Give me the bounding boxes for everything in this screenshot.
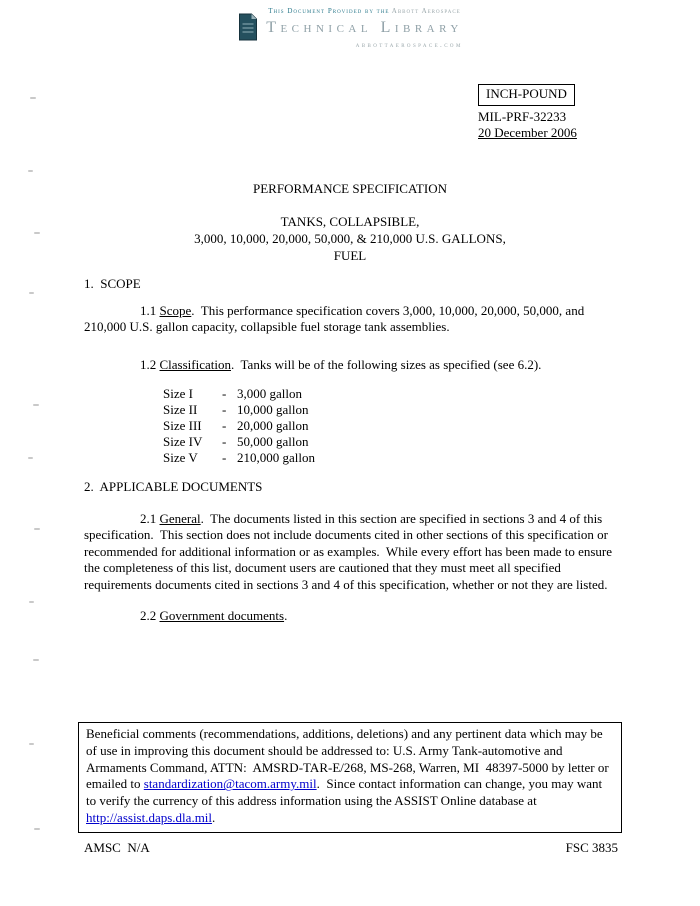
size-value: 20,000 gallon [237,418,309,433]
scan-artifact [30,97,36,99]
size-value: 10,000 gallon [237,402,309,417]
size-value: 50,000 gallon [237,434,309,449]
para-2-1-text: . The documents listed in this section are specified in sections 3 and 4 of this specification. This section does not include documents cited in other sections of this specification or recommended for additional information or as examples. While every effort has been made to ensure the completeness of this list, document users are cautioned that they must meet all specified requirements documents cited in sections 3 and 4 of this specification, whether or not they are listed. [84,510,616,592]
scan-artifact [29,743,34,745]
spec-title-line2: TANKS, COLLAPSIBLE, [280,214,420,229]
size-label: Size IV [163,434,203,449]
scan-artifact [28,170,33,172]
size-dash: - [222,418,227,433]
spec-title-line3: 3,000, 10,000, 20,000, 50,000, & 210,000 U.S. GALLONS, [194,231,506,246]
banner-provided-text: This Document Provided by the [268,7,392,15]
spec-title-block [0,180,700,264]
para-2-2-num: 2.2 [140,608,160,623]
para-2-1-num: 2.1 [140,510,160,526]
size-dash: - [222,434,227,449]
scan-artifact [28,457,33,459]
para-2-2-period: . [284,608,288,623]
footer-amsc: AMSC N/A [84,840,150,855]
para-2-2 [84,608,618,625]
section-2-heading: 2. APPLICABLE DOCUMENTS [84,479,263,494]
email-link[interactable]: standardization@tacom.army.mil [143,776,317,792]
size-row [163,418,618,434]
size-dash: - [222,386,227,401]
doc-id-block [478,84,577,142]
spec-title-line4: FUEL [333,248,367,263]
library-banner [0,3,700,54]
comment-text-3: . [212,809,216,825]
para-2-1 [84,511,618,594]
size-dash: - [222,402,227,417]
footer-fsc: FSC 3835 [565,840,618,855]
banner-brand-text: Abbott Aerospace [391,7,461,15]
para-1-2-num: 1.2 [140,356,160,372]
comment-text-1: Beneficial comments (recommendations, additions, deletions) and any pertinent data which may be of use in improving this document should be addressed to: U.S. Army Tank-automotive and Armaments Command, ATTN: AMSRD-TAR-E/268, MS-268, Warren, MI 48397-5000 by letter or emailed to [86,726,612,792]
section-1-heading: 1. SCOPE [84,276,141,291]
size-label: Size III [163,418,202,433]
size-row [163,402,618,418]
document-number: MIL-PRF-32233 [478,108,567,124]
document-body [84,276,618,625]
comment-text-2: . Since contact information can change, you may want to verify the currency of this address information using the ASSIST Online database at [86,776,606,809]
scan-artifact [34,528,40,530]
size-value: 3,000 gallon [237,386,302,401]
document-date: 20 December 2006 [478,125,577,140]
para-1-2 [84,357,618,374]
size-row [163,450,618,466]
size-label: Size V [163,450,198,465]
size-classification-list [163,386,618,466]
banner-website: abbottaerospace.com [355,41,463,49]
technical-library-icon [237,12,259,47]
para-2-2-label: Government documents [159,608,285,623]
size-value: 210,000 gallon [237,450,315,465]
size-label: Size II [163,402,198,417]
assist-database-link[interactable]: http://assist.daps.dla.mil [86,809,213,825]
size-row [163,386,618,402]
banner-provided-line [268,3,461,20]
para-1-1 [84,303,618,336]
para-1-2-text: . Tanks will be of the following sizes as specified (see 6.2). [231,356,542,372]
scan-artifact [34,828,40,830]
inch-pound-designation: INCH-POUND [478,84,575,106]
scan-artifact [33,404,39,406]
scan-artifact [29,601,34,603]
para-1-2-label: Classification [159,356,231,372]
size-dash: - [222,450,227,465]
scan-artifact [34,232,40,234]
size-row [163,434,618,450]
para-1-1-label: Scope [159,302,192,318]
size-label: Size I [163,386,193,401]
para-1-1-num: 1.1 [140,302,160,318]
banner-library-title: Technical Library [266,18,463,36]
para-1-1-text: . This performance specification covers 3,000, 10,000, 20,000, 50,000, and 210,000 U.S. gallon capacity, collapsible fuel storage tank assemblies. [84,302,588,334]
scan-artifact [33,659,39,661]
comment-box [78,722,622,833]
para-2-1-label: General [159,510,201,526]
footer-line [84,840,618,857]
scan-artifact [29,292,34,294]
spec-title-line1: PERFORMANCE SPECIFICATION [253,181,447,196]
